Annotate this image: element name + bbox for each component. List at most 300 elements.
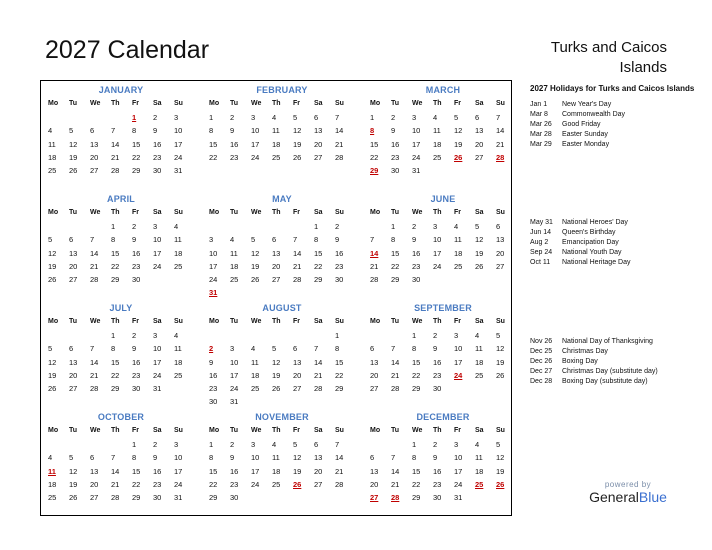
- day-cell: 22: [391, 261, 400, 271]
- day-cell: 16: [132, 248, 141, 258]
- weekday-header: Sa: [314, 427, 323, 434]
- day-cell: 12: [251, 248, 260, 258]
- day-cell: 21: [111, 479, 120, 489]
- day-cell: 12: [48, 357, 57, 367]
- day-cell: 11: [454, 235, 462, 245]
- day-cell: 16: [433, 466, 442, 476]
- day-cell: 10: [454, 344, 463, 354]
- holiday-day-cell: 29: [370, 166, 379, 176]
- day-cell: 8: [391, 235, 396, 245]
- weekday-header: Fr: [293, 427, 300, 434]
- day-cell: 18: [48, 152, 57, 162]
- holiday-date: Dec 28: [530, 378, 553, 385]
- holiday-day-cell: 11: [48, 466, 56, 476]
- day-cell: 27: [69, 275, 78, 285]
- day-cell: 5: [272, 344, 277, 354]
- day-cell: 21: [314, 370, 323, 380]
- weekday-header: Tu: [69, 427, 78, 434]
- day-cell: 1: [111, 222, 116, 231]
- weekday-header: Fr: [454, 318, 461, 325]
- day-cell: 30: [230, 493, 239, 503]
- day-cell: 20: [496, 248, 505, 258]
- day-cell: 19: [293, 466, 302, 476]
- day-cell: 19: [496, 466, 505, 476]
- day-cell: 4: [251, 344, 256, 354]
- month-days-grid: [207, 206, 357, 300]
- month-october: [46, 411, 196, 504]
- holiday-date: Mar 28: [530, 131, 552, 138]
- holiday-row: [530, 357, 700, 367]
- day-cell: 18: [251, 370, 260, 380]
- empty-day-cell: [67, 329, 88, 342]
- day-cell: 5: [251, 235, 256, 245]
- day-cell: 25: [251, 384, 260, 394]
- day-cell: 7: [370, 235, 375, 245]
- day-cell: 24: [174, 479, 183, 489]
- day-cell: 3: [153, 222, 158, 231]
- day-cell: 12: [69, 139, 78, 149]
- day-cell: 20: [293, 370, 302, 380]
- day-cell: 29: [335, 384, 344, 394]
- day-cell: 15: [314, 248, 323, 258]
- day-cell: 13: [90, 466, 99, 476]
- day-cell: 30: [412, 275, 421, 285]
- holiday-date: Sep 24: [530, 249, 553, 256]
- weekday-header: Mo: [370, 100, 381, 107]
- weekday-header: Tu: [69, 100, 78, 107]
- day-cell: 20: [69, 261, 78, 271]
- day-cell: 27: [90, 166, 99, 176]
- empty-day-cell: [368, 220, 389, 233]
- day-cell: 10: [251, 126, 260, 136]
- weekday-header: Fr: [454, 100, 461, 107]
- page-title: 2027 Calendar: [45, 36, 210, 64]
- holiday-name: Good Friday: [562, 121, 601, 128]
- day-cell: 7: [293, 235, 298, 245]
- holiday-name: National Youth Day: [562, 249, 622, 256]
- day-cell: 17: [412, 139, 421, 149]
- day-cell: 17: [230, 370, 239, 380]
- day-cell: 7: [391, 453, 396, 463]
- day-cell: 18: [454, 248, 463, 258]
- weekday-header: Su: [335, 209, 344, 216]
- weekday-header: Mo: [370, 427, 381, 434]
- weekday-header: Fr: [132, 427, 139, 434]
- day-cell: 12: [272, 357, 281, 367]
- day-cell: 19: [48, 261, 57, 271]
- day-cell: 19: [251, 261, 260, 271]
- day-cell: 4: [475, 440, 480, 449]
- weekday-header: Su: [496, 209, 505, 216]
- month-name: OCTOBER: [97, 412, 145, 422]
- day-cell: 12: [496, 344, 505, 354]
- weekday-header: We: [251, 100, 262, 107]
- empty-day-cell: [67, 438, 88, 451]
- holiday-row: [530, 140, 700, 150]
- day-cell: 23: [433, 479, 442, 489]
- weekday-header: Fr: [132, 100, 139, 107]
- weekday-header: We: [90, 100, 101, 107]
- month-november: [207, 411, 357, 504]
- day-cell: 1: [335, 331, 340, 340]
- day-cell: 2: [153, 113, 158, 122]
- day-cell: 22: [209, 152, 218, 162]
- day-cell: 31: [174, 166, 183, 176]
- day-cell: 17: [454, 357, 463, 367]
- day-cell: 6: [90, 126, 95, 136]
- day-cell: 1: [209, 440, 214, 449]
- day-cell: 24: [412, 152, 421, 162]
- day-cell: 13: [293, 357, 302, 367]
- day-cell: 14: [391, 357, 400, 367]
- day-cell: 3: [251, 440, 256, 449]
- day-cell: 10: [209, 248, 218, 258]
- day-cell: 10: [174, 126, 183, 136]
- holiday-date: Dec 27: [530, 368, 553, 375]
- day-cell: 11: [230, 248, 238, 258]
- day-cell: 15: [412, 357, 421, 367]
- weekday-header: Tu: [391, 318, 400, 325]
- weekday-header: Th: [272, 427, 281, 434]
- day-cell: 9: [153, 126, 158, 136]
- day-cell: 15: [111, 357, 120, 367]
- day-cell: 26: [496, 370, 505, 380]
- empty-day-cell: [46, 111, 67, 124]
- day-cell: 25: [48, 493, 57, 503]
- holiday-day-cell: 1: [132, 113, 137, 122]
- empty-day-cell: [46, 220, 67, 233]
- day-cell: 21: [370, 261, 379, 271]
- day-cell: 8: [314, 235, 319, 245]
- day-cell: 13: [90, 139, 99, 149]
- day-cell: 23: [433, 370, 442, 380]
- day-cell: 6: [475, 113, 480, 122]
- day-cell: 19: [293, 139, 302, 149]
- day-cell: 22: [314, 261, 323, 271]
- day-cell: 6: [293, 344, 298, 354]
- day-cell: 17: [251, 139, 260, 149]
- day-cell: 6: [272, 235, 277, 245]
- weekday-header: Mo: [209, 100, 220, 107]
- day-cell: 25: [454, 261, 463, 271]
- weekday-header: Tu: [69, 318, 78, 325]
- day-cell: 26: [48, 384, 57, 394]
- day-cell: 23: [335, 261, 344, 271]
- day-cell: 15: [412, 466, 421, 476]
- day-cell: 27: [272, 275, 281, 285]
- empty-day-cell: [291, 329, 312, 342]
- day-cell: 31: [153, 384, 162, 394]
- day-cell: 19: [496, 357, 505, 367]
- holiday-group: [530, 337, 700, 387]
- holiday-day-cell: 28: [391, 493, 400, 503]
- brand-name-general: General: [589, 489, 639, 505]
- weekday-header: Th: [433, 209, 442, 216]
- day-cell: 12: [454, 126, 463, 136]
- weekday-header: Sa: [153, 209, 162, 216]
- day-cell: 14: [90, 248, 99, 258]
- day-cell: 10: [433, 235, 442, 245]
- day-cell: 11: [174, 344, 182, 354]
- day-cell: 21: [293, 261, 302, 271]
- empty-day-cell: [368, 329, 389, 342]
- day-cell: 10: [454, 453, 463, 463]
- day-cell: 7: [111, 453, 116, 463]
- day-cell: 30: [433, 384, 442, 394]
- day-cell: 24: [230, 384, 239, 394]
- day-cell: 15: [132, 466, 141, 476]
- day-cell: 24: [454, 479, 463, 489]
- day-cell: 14: [293, 248, 302, 258]
- day-cell: 24: [251, 152, 260, 162]
- day-cell: 11: [475, 453, 483, 463]
- month-name: JANUARY: [98, 85, 144, 95]
- day-cell: 3: [454, 331, 459, 340]
- day-cell: 25: [230, 275, 239, 285]
- day-cell: 17: [454, 466, 463, 476]
- day-cell: 17: [433, 248, 442, 258]
- day-cell: 6: [496, 222, 501, 231]
- day-cell: 20: [90, 479, 99, 489]
- day-cell: 28: [391, 384, 400, 394]
- day-cell: 22: [132, 479, 141, 489]
- day-cell: 6: [314, 440, 319, 449]
- day-cell: 23: [153, 479, 162, 489]
- day-cell: 5: [293, 113, 298, 122]
- day-cell: 21: [90, 370, 99, 380]
- holiday-date: Aug 2: [530, 239, 549, 246]
- day-cell: 15: [370, 139, 379, 149]
- day-cell: 22: [132, 152, 141, 162]
- weekday-header: Tu: [230, 100, 239, 107]
- day-cell: 29: [111, 275, 120, 285]
- day-cell: 28: [314, 384, 323, 394]
- weekday-header: Th: [272, 318, 281, 325]
- weekday-header: Tu: [391, 427, 400, 434]
- day-cell: 1: [209, 113, 214, 122]
- day-cell: 7: [90, 344, 95, 354]
- day-cell: 9: [335, 235, 340, 245]
- day-cell: 1: [314, 222, 319, 231]
- day-cell: 26: [293, 152, 302, 162]
- month-name: AUGUST: [262, 303, 302, 313]
- day-cell: 7: [335, 113, 340, 122]
- day-cell: 7: [496, 113, 501, 122]
- day-cell: 20: [475, 139, 484, 149]
- day-cell: 22: [209, 479, 218, 489]
- day-cell: 8: [209, 126, 214, 136]
- holiday-row: [530, 120, 700, 130]
- empty-day-cell: [46, 438, 67, 451]
- day-cell: 21: [335, 139, 344, 149]
- day-cell: 24: [153, 370, 162, 380]
- day-cell: 11: [475, 344, 483, 354]
- weekday-header: Tu: [230, 209, 239, 216]
- weekday-header: Th: [433, 100, 442, 107]
- holiday-list: [530, 84, 700, 385]
- day-cell: 25: [48, 166, 57, 176]
- holiday-day-cell: 26: [293, 479, 302, 489]
- weekday-header: Sa: [314, 209, 323, 216]
- day-cell: 2: [433, 331, 438, 340]
- holiday-row: [530, 258, 700, 268]
- day-cell: 5: [69, 126, 74, 136]
- empty-day-cell: [368, 438, 389, 451]
- holiday-date: Oct 11: [530, 259, 551, 266]
- day-cell: 16: [335, 248, 344, 258]
- day-cell: 30: [335, 275, 344, 285]
- day-cell: 12: [48, 248, 57, 258]
- day-cell: 8: [111, 235, 116, 245]
- day-cell: 17: [251, 466, 260, 476]
- day-cell: 9: [230, 126, 235, 136]
- day-cell: 4: [454, 222, 459, 231]
- day-cell: 19: [272, 370, 281, 380]
- weekday-header: Tu: [230, 318, 239, 325]
- weekday-header: Su: [496, 318, 505, 325]
- day-cell: 12: [293, 453, 302, 463]
- weekday-header: Sa: [475, 318, 484, 325]
- month-name: MARCH: [425, 85, 461, 95]
- day-cell: 15: [391, 248, 400, 258]
- month-may: [207, 193, 357, 300]
- day-cell: 2: [132, 222, 137, 231]
- holiday-row: [530, 337, 700, 347]
- day-cell: 16: [391, 139, 400, 149]
- day-cell: 12: [293, 126, 302, 136]
- day-cell: 9: [391, 126, 396, 136]
- month-days-grid: [207, 97, 357, 164]
- weekday-header: Th: [111, 100, 120, 107]
- day-cell: 16: [153, 466, 162, 476]
- day-cell: 7: [314, 344, 319, 354]
- weekday-header: Su: [335, 100, 344, 107]
- day-cell: 10: [153, 344, 162, 354]
- month-days-grid: [207, 315, 357, 409]
- day-cell: 10: [230, 357, 239, 367]
- weekday-header: Mo: [209, 318, 220, 325]
- day-cell: 28: [90, 275, 99, 285]
- weekday-header: Sa: [314, 100, 323, 107]
- day-cell: 30: [132, 384, 141, 394]
- day-cell: 26: [69, 166, 78, 176]
- day-cell: 23: [132, 261, 141, 271]
- holiday-name: Easter Sunday: [562, 131, 608, 138]
- day-cell: 20: [272, 261, 281, 271]
- holiday-date: Mar 26: [530, 121, 552, 128]
- empty-day-cell: [67, 111, 88, 124]
- day-cell: 7: [391, 344, 396, 354]
- weekday-header: Sa: [475, 100, 484, 107]
- holiday-name: Christmas Day: [562, 348, 608, 355]
- day-cell: 11: [272, 126, 280, 136]
- holiday-day-cell: 27: [370, 493, 379, 503]
- empty-day-cell: [249, 220, 270, 233]
- weekday-header: Su: [174, 209, 183, 216]
- day-cell: 6: [90, 453, 95, 463]
- day-cell: 12: [69, 466, 78, 476]
- holiday-row: [530, 228, 700, 238]
- day-cell: 18: [433, 139, 442, 149]
- weekday-header: We: [90, 318, 101, 325]
- country-name: [467, 38, 667, 78]
- month-days-grid: [207, 424, 357, 504]
- holiday-row: [530, 100, 700, 110]
- empty-day-cell: [207, 220, 228, 233]
- day-cell: 3: [174, 440, 179, 449]
- month-name: APRIL: [107, 194, 135, 204]
- empty-day-cell: [228, 329, 249, 342]
- day-cell: 28: [335, 152, 344, 162]
- day-cell: 13: [496, 235, 505, 245]
- day-cell: 5: [496, 440, 501, 449]
- day-cell: 23: [412, 261, 421, 271]
- day-cell: 3: [412, 113, 417, 122]
- day-cell: 16: [132, 357, 141, 367]
- holiday-day-cell: 8: [370, 126, 375, 136]
- month-days-grid: [368, 97, 518, 177]
- day-cell: 31: [454, 493, 463, 503]
- weekday-header: Th: [272, 209, 281, 216]
- day-cell: 18: [272, 139, 281, 149]
- holiday-date: Dec 26: [530, 358, 553, 365]
- day-cell: 4: [48, 453, 53, 463]
- day-cell: 28: [293, 275, 302, 285]
- month-days-grid: [46, 206, 196, 286]
- weekday-header: Mo: [48, 427, 59, 434]
- day-cell: 11: [251, 357, 259, 367]
- holiday-date: Mar 8: [530, 111, 548, 118]
- day-cell: 27: [314, 152, 323, 162]
- holiday-name: Emancipation Day: [562, 239, 619, 246]
- weekday-header: Fr: [132, 318, 139, 325]
- day-cell: 5: [454, 113, 459, 122]
- day-cell: 26: [251, 275, 260, 285]
- weekday-header: Fr: [132, 209, 139, 216]
- day-cell: 3: [174, 113, 179, 122]
- day-cell: 20: [370, 370, 379, 380]
- day-cell: 2: [335, 222, 340, 231]
- day-cell: 22: [335, 370, 344, 380]
- holiday-day-cell: 25: [475, 479, 484, 489]
- day-cell: 23: [230, 152, 239, 162]
- day-cell: 8: [412, 453, 417, 463]
- day-cell: 8: [209, 453, 214, 463]
- holiday-name: Boxing Day: [562, 358, 598, 365]
- powered-by-text: powered by: [604, 480, 652, 489]
- day-cell: 19: [48, 370, 57, 380]
- month-name: JULY: [109, 303, 133, 313]
- day-cell: 11: [272, 453, 280, 463]
- holiday-name: Queen's Birthday: [562, 229, 616, 236]
- day-cell: 11: [174, 235, 182, 245]
- day-cell: 14: [111, 139, 120, 149]
- holiday-name: Christmas Day (substitute day): [562, 368, 658, 375]
- day-cell: 7: [90, 235, 95, 245]
- weekday-header: Sa: [475, 209, 484, 216]
- holiday-name: Commonwealth Day: [562, 111, 626, 118]
- day-cell: 26: [48, 275, 57, 285]
- weekday-header: Tu: [69, 209, 78, 216]
- day-cell: 8: [111, 344, 116, 354]
- day-cell: 18: [230, 261, 239, 271]
- weekday-header: Fr: [454, 427, 461, 434]
- day-cell: 25: [475, 370, 484, 380]
- day-cell: 14: [90, 357, 99, 367]
- day-cell: 31: [412, 166, 421, 176]
- holiday-row: [530, 248, 700, 258]
- day-cell: 17: [174, 466, 183, 476]
